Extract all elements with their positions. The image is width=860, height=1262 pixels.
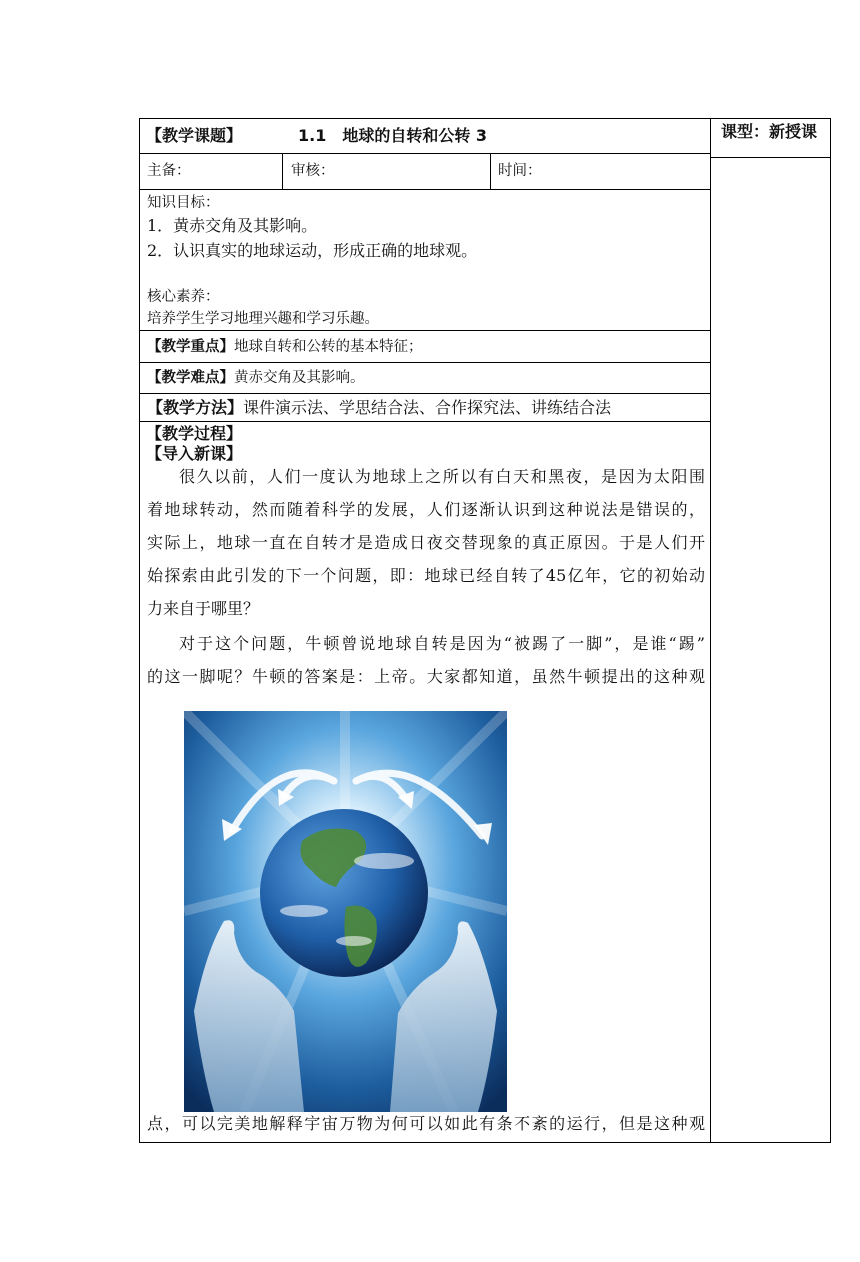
text-line: 力来自于哪里？	[147, 599, 260, 618]
row-divider-side	[710, 157, 831, 158]
topic-label: 【教学课题】	[146, 126, 243, 145]
method-row	[147, 400, 611, 416]
intro-label: 【导入新课】	[146, 444, 243, 463]
row-divider-objectives	[139, 330, 711, 331]
table-border-bottom	[139, 1142, 831, 1143]
reviewer-field: 审核：	[291, 163, 335, 179]
objective-item-1: 1．黄赤交角及其影响。	[147, 216, 318, 235]
objective-item-2: 2．认识真实的地球运动，形成正确的地球观。	[147, 241, 478, 260]
text-line: 始探索由此引发的下一个问题，即：地球已经自转了45亿年，它的初始动	[147, 566, 705, 585]
difficulty-label: 【教学难点】	[147, 370, 234, 386]
method-label: 【教学方法】	[147, 398, 244, 417]
row-divider-header	[139, 153, 711, 154]
table-border-left	[139, 118, 140, 1143]
row-divider-method	[139, 421, 711, 422]
text-line: 的这一脚呢？牛顿的答案是：上帝。大家都知道，虽然牛顿提出的这种观	[147, 667, 705, 686]
intro-paragraph-2	[147, 627, 705, 693]
text-line: 点，可以完美地解释宇宙万物为何可以如此有条不紊的运行，但是这种观	[147, 1114, 705, 1133]
text-line: 着地球转动，然而随着科学的发展，人们逐渐认识到这种说法是错误的，	[147, 500, 705, 519]
lesson-type: 课型：新授课	[721, 122, 818, 141]
text-line: 很久以前，人们一度认为地球上之所以有白天和黑夜，是因为太阳围	[179, 467, 705, 486]
key-point-row	[147, 340, 423, 355]
key-point-label: 【教学重点】	[147, 339, 234, 355]
row-divider-meta	[139, 189, 711, 190]
column-divider	[710, 118, 711, 1143]
method-text: 课件演示法、学思结合法、合作探究法、讲练结合法	[243, 398, 612, 417]
process-label: 【教学过程】	[146, 424, 243, 443]
intro-paragraph-3	[147, 1107, 705, 1140]
earth-in-hands-image	[184, 711, 507, 1112]
intro-paragraph-1	[147, 460, 705, 625]
earth-illustration	[184, 711, 507, 1112]
difficulty-row	[147, 371, 365, 386]
table-border-right	[830, 118, 831, 1143]
text-line: 对于这个问题，牛顿曾说地球自转是因为“被踢了一脚”，是谁“踢”	[179, 634, 705, 653]
row-divider-keypoint	[139, 362, 711, 363]
difficulty-text: 黄赤交角及其影响。	[234, 370, 365, 386]
meta-cell-divider-1	[282, 153, 283, 190]
text-line: 实际上，地球一直在自转才是造成日夜交替现象的真正原因。于是人们开	[147, 533, 705, 552]
topic-value: 1.1 地球的自转和公转 3	[298, 126, 488, 145]
table-border-top	[139, 118, 831, 119]
row-divider-difficulty	[139, 393, 711, 394]
key-point-text: 地球自转和公转的基本特征；	[234, 339, 423, 355]
knowledge-objectives-label: 知识目标：	[147, 195, 220, 211]
meta-cell-divider-2	[490, 153, 491, 190]
time-field: 时间：	[498, 163, 542, 179]
core-literacy-label: 核心素养：	[147, 289, 220, 305]
lead-teacher-field: 主备：	[147, 163, 191, 179]
core-literacy-text: 培养学生学习地理兴趣和学习乐趣。	[147, 311, 379, 327]
